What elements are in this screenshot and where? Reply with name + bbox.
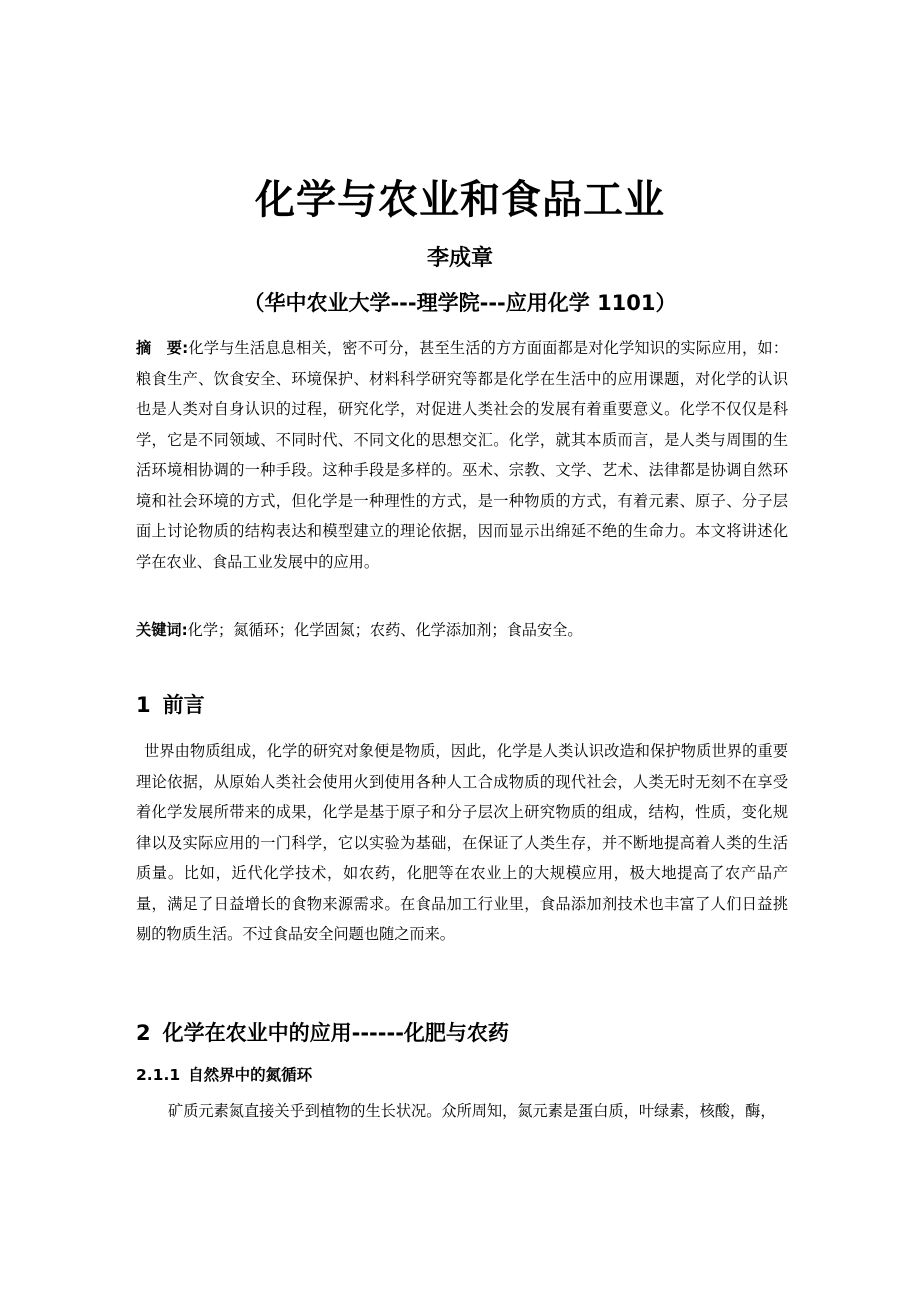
section-2-title: 化学在农业中的应用------化肥与农药 xyxy=(162,1021,509,1045)
section-1-heading xyxy=(136,690,205,720)
section-1-title: 前言 xyxy=(162,693,205,717)
section-2-number: 2 xyxy=(136,1021,151,1045)
keywords-text: 化学；氮循环；化学固氮；农药、化学添加剂；食品安全。 xyxy=(187,621,583,639)
keywords-label: 关键词: xyxy=(136,621,188,639)
abstract-label: 摘 要: xyxy=(136,339,189,357)
abstract-text: 化学与生活息息相关，密不可分，甚至生活的方方面面都是对化学知识的实际应用，如：粮食生产、饮食安全、环境保护、材料科学研究等都是化学在生活中的应用课题，对化学的认识也是人类对自身认识的过程，研究化学，对促进人类社会的发展有着重要意义。化学不仅仅是科学，它是不同领域、不同时代、不同文化的思想交汇。化学，就其本质而言，是人类与周围的生活环境相协调的一种手段。这种手段是多样的。巫术、宗教、文学、艺术、法律都是协调自然环境和社会环境的方式，但化学是一种理性的方式，是一种物质的方式，有着元素、原子、分子层面上讨论物质的结构表达和模型建立的理论依据，因而显示出绵延不绝的生命力。本文将讲述化学在农业、食品工业发展中的应用。 xyxy=(136,339,789,571)
subsection-2-1-1-heading xyxy=(136,1062,312,1088)
subsection-2-1-1-number: 2.1.1 xyxy=(136,1066,181,1084)
section-1-number: 1 xyxy=(136,693,151,717)
keywords-paragraph xyxy=(136,615,788,646)
section-1-paragraph: 世界由物质组成，化学的研究对象便是物质，因此，化学是人类认识改造和保护物质世界的重要理论依据，从原始人类社会使用火到使用各种人工合成物质的现代社会，人类无时无刻不在享受着化学发展所带来的成果，化学是基于原子和分子层次上研究物质的组成，结构，性质，变化规律以及实际应用的一门科学，它以实验为基础，在保证了人类生存，并不断地提高着人类的生活质量。比如，近代化学技术，如农药，化肥等在农业上的大规模应用，极大地提高了农产品产量，满足了日益增长的食物来源需求。在食品加工行业里，食品添加剂技术也丰富了人们日益挑剔的物质生活。不过食品安全问题也随之而来。 xyxy=(136,742,788,943)
subsection-2-1-1-paragraph: 矿质元素氮直接关乎到植物的生长状况。众所周知，氮元素是蛋白质，叶绿素，核酸，酶， xyxy=(168,1102,776,1120)
author-affiliation: （华中农业大学---理学院---应用化学 1101） xyxy=(243,291,677,315)
subsection-2-1-1-title: 自然界中的氮循环 xyxy=(188,1066,313,1084)
abstract-paragraph xyxy=(136,333,788,577)
document-title: 化学与农业和食品工业 xyxy=(255,177,665,223)
section-2-heading xyxy=(136,1018,509,1048)
author-name: 李成章 xyxy=(426,246,493,271)
